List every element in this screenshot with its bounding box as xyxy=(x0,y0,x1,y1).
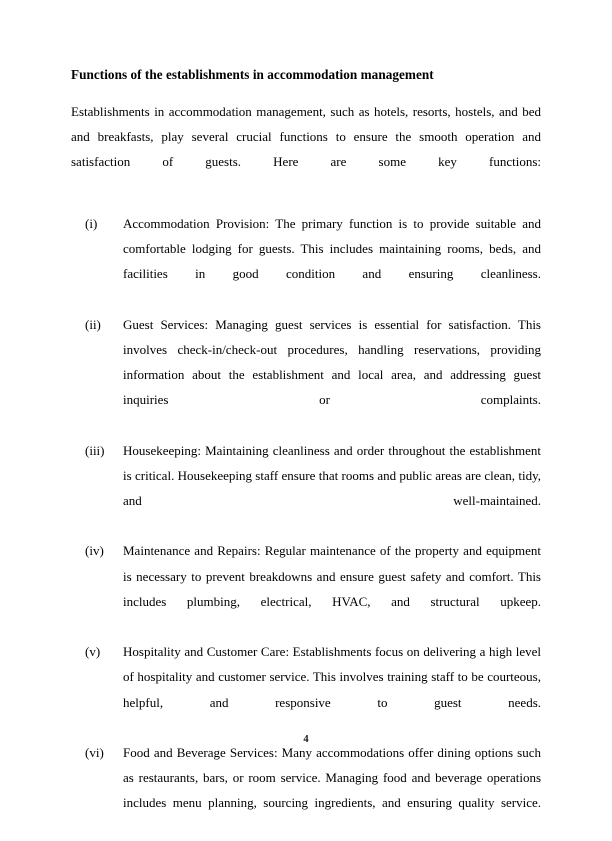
list-item-text: Housekeeping: Maintaining cleanliness and order throughout the establishment is critical. Housekeeping staff ensure that rooms and public areas are clean, tidy, and well-maintained. xyxy=(123,442,541,509)
list-item xyxy=(71,211,541,312)
list-item xyxy=(71,740,541,841)
list-item-marker: (i) xyxy=(85,215,98,231)
list-item xyxy=(71,438,541,539)
list-item xyxy=(71,312,541,438)
document-body xyxy=(71,62,541,841)
page-footer xyxy=(0,729,612,747)
list-item-text: Hospitality and Customer Care: Establishments focus on delivering a high level of hospitality and customer service. This involves training staff to be courteous, helpful, and responsive to guest needs. xyxy=(123,644,541,710)
list-item-marker: (iv) xyxy=(85,543,104,559)
page-title: Functions of the establishments in accommodation management xyxy=(71,67,434,82)
intro-paragraph: Establishments in accommodation management, such as hotels, resorts, hostels, and bed and breakfasts, play several crucial functions to ensure the smooth operation and satisfaction of guests. Here are some key functions: xyxy=(71,104,541,170)
list-item-marker: (vi) xyxy=(85,745,104,761)
list-item xyxy=(71,639,541,740)
list-item-marker: (ii) xyxy=(85,316,101,332)
list-item-text: Accommodation Provision: The primary function is to provide suitable and comfortable lodging for guests. This includes maintaining rooms, beds, and facilities in good condition and ensuring cleanliness. xyxy=(123,215,541,282)
list-item-text: Food and Beverage Services: Many accommodations offer dining options such as restaurants, bars, or room service. Managing food and beverage operations includes menu planning, sourcing ingredients, and ensuring quality service. xyxy=(123,745,541,811)
list-item-text: Maintenance and Repairs: Regular maintenance of the property and equipment is necessary to prevent breakdowns and ensure guest safety and comfort. This includes plumbing, electrical, HVAC, and structural upkeep. xyxy=(123,543,541,609)
list-item-marker: (v) xyxy=(85,644,101,660)
list-item-text: Guest Services: Managing guest services is essential for satisfaction. This involves check-in/check-out procedures, handling reservations, providing information about the establishment and local area, and addressing guest inquiries or complaints. xyxy=(123,316,541,408)
page-number: 4 xyxy=(303,734,309,745)
list-item xyxy=(71,538,541,639)
list-item-marker: (iii) xyxy=(85,442,105,458)
